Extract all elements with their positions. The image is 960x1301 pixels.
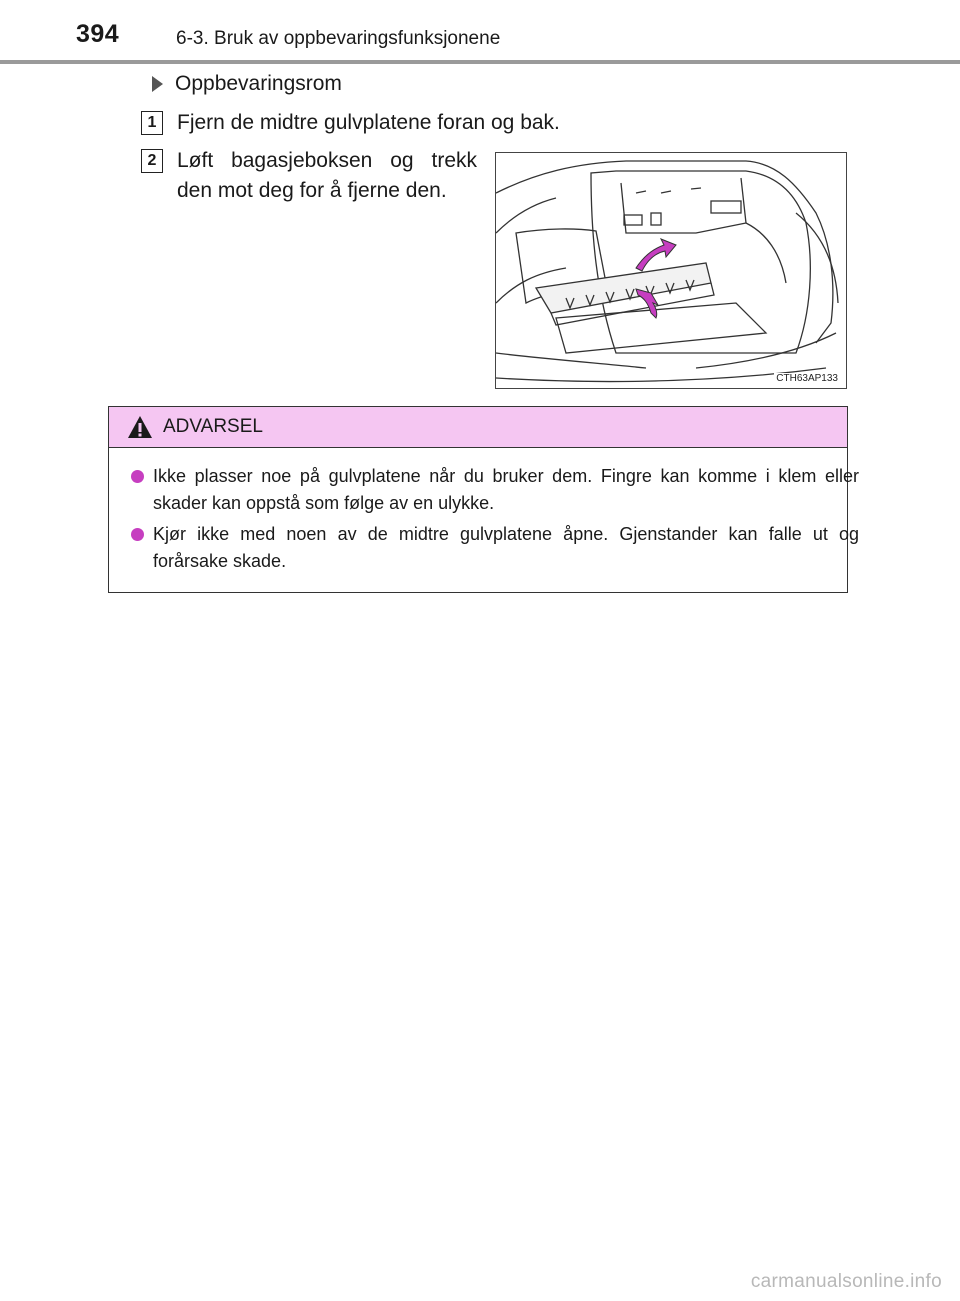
section-title: 6-3. Bruk av oppbevaringsfunksjonene (176, 28, 501, 49)
bullet-dot-icon (131, 470, 144, 483)
step-1-text: Fjern de midtre gulvplatene foran og bak. (177, 111, 560, 134)
subsection-heading-text: Oppbevaringsrom (175, 72, 342, 95)
step-1-badge: 1 (141, 111, 163, 135)
subsection-heading (152, 72, 342, 96)
step-2-text: Løft bagasjeboksen og trekk den mot deg for å fjerne den. (177, 149, 477, 202)
warning-header (109, 407, 847, 448)
cargo-box-removal-drawing (496, 153, 847, 389)
page-number: 394 (76, 20, 120, 48)
watermark: carmanualsonline.info (750, 1271, 942, 1292)
warning-item-text: Ikke plasser noe på gulvplatene når du bruker dem. Fingre kan komme i klem eller skader kan oppstå som følge av en ulykke. (153, 466, 859, 513)
warning-label: ADVARSEL (163, 416, 263, 437)
illustration-code: CTH63AP133 (776, 373, 838, 384)
warning-item-text: Kjør ikke med noen av de midtre gulvplatene åpne. Gjenstander kan falle ut og forårsake skade. (153, 524, 859, 571)
warning-item (131, 521, 859, 575)
warning-box (108, 406, 859, 593)
cargo-area-illustration (495, 152, 847, 389)
warning-item (131, 463, 859, 517)
triangle-bullet-icon (152, 76, 163, 92)
warning-triangle-icon (127, 415, 153, 439)
bullet-dot-icon (131, 528, 144, 541)
header-divider (0, 60, 960, 64)
step-2-badge: 2 (141, 149, 163, 173)
